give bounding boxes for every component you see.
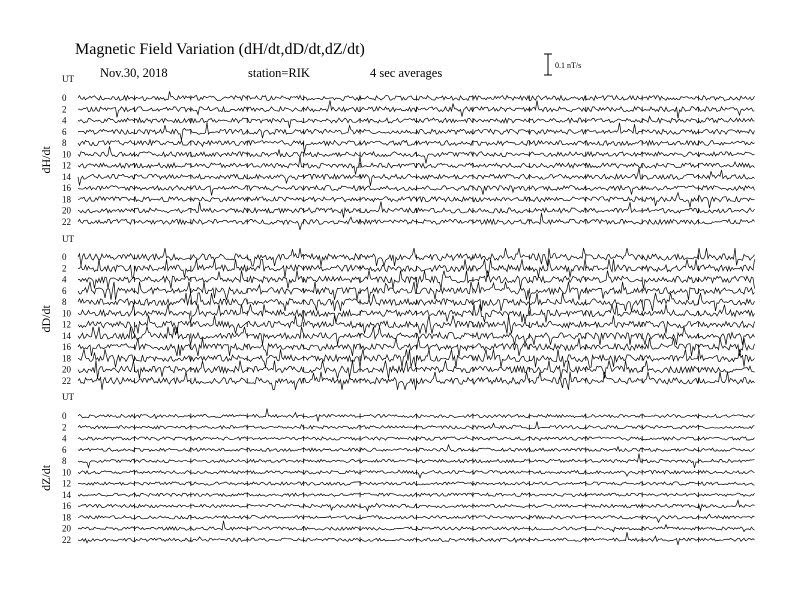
ut-label: UT: [62, 392, 74, 402]
ut-label: UT: [62, 234, 74, 244]
panel-dz-dt: [39, 392, 755, 545]
trace-label: 16: [62, 501, 71, 511]
ut-label: UT: [62, 74, 74, 84]
trace-label: 12: [62, 319, 71, 330]
trace-label: 22: [62, 375, 71, 386]
trace-label: 10: [62, 308, 71, 319]
trace-label: 10: [62, 149, 71, 160]
averaging-label: 4 sec averages: [370, 66, 443, 80]
trace-label: 18: [62, 512, 71, 523]
scale-bar-label: 0.1 nT/s: [555, 61, 582, 70]
trace-label: 8: [62, 138, 67, 148]
trace-label: 2: [62, 263, 67, 274]
trace-label: 6: [62, 285, 67, 296]
trace-label: 16: [62, 342, 71, 352]
panel-dh-dt: [39, 74, 755, 230]
panel-label: dZ/dt: [39, 464, 53, 491]
station-label: station=RIK: [248, 66, 310, 80]
trace-label: 2: [62, 104, 67, 115]
trace-label: 8: [62, 456, 67, 466]
trace-label: 4: [62, 274, 67, 285]
panel-label: dH/dt: [39, 146, 53, 174]
trace-label: 4: [62, 115, 67, 126]
trace-label: 0: [62, 411, 67, 421]
trace-label: 10: [62, 467, 71, 478]
trace-label: 14: [62, 330, 71, 341]
trace-label: 18: [62, 353, 71, 364]
trace-label: 6: [62, 126, 67, 137]
trace-label: 0: [62, 93, 67, 103]
trace-label: 12: [62, 478, 71, 489]
trace-label: 16: [62, 183, 71, 193]
trace-label: 14: [62, 171, 71, 182]
panels: [39, 74, 755, 545]
trace-label: 6: [62, 444, 67, 455]
trace-label: 8: [62, 297, 67, 307]
trace-label: 0: [62, 252, 67, 262]
trace-label: 20: [62, 205, 71, 216]
trace-label: 20: [62, 523, 71, 534]
panel-label: dD/dt: [39, 305, 53, 333]
chart-title: Magnetic Field Variation (dH/dt,dD/dt,dZ/dt): [75, 41, 365, 58]
trace-label: 18: [62, 194, 71, 205]
panel-dd-dt: [39, 234, 755, 390]
scale-bar: [544, 54, 581, 75]
trace-label: 4: [62, 433, 67, 444]
trace-label: 22: [62, 534, 71, 545]
trace-label: 2: [62, 422, 67, 433]
trace-label: 22: [62, 216, 71, 227]
trace-label: 20: [62, 364, 71, 375]
trace-label: 12: [62, 160, 71, 171]
trace-label: 14: [62, 489, 71, 500]
chart-date: Nov.30, 2018: [100, 66, 168, 80]
